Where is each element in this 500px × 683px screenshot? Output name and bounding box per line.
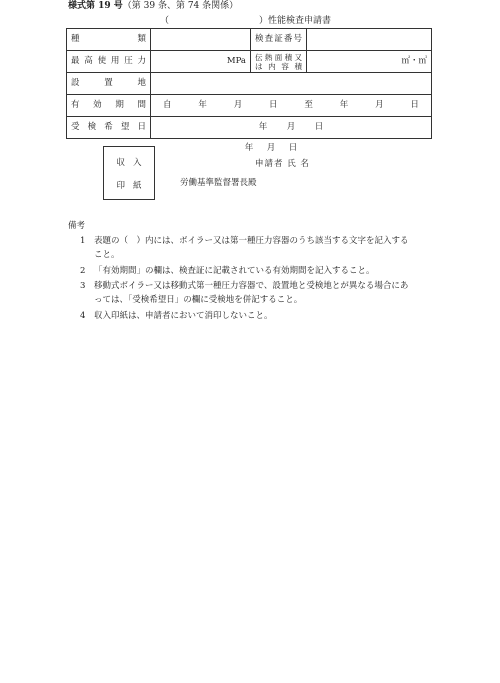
table-row-type bbox=[67, 29, 432, 51]
form-number bbox=[68, 0, 238, 12]
form-title-open: （ bbox=[160, 16, 170, 26]
desired-date-label-cell bbox=[67, 117, 151, 139]
heat-area-label-2: は内容積 bbox=[255, 61, 302, 71]
note-item bbox=[80, 279, 435, 307]
addressee: 労働基準監督署長殿 bbox=[180, 178, 257, 188]
note-number: 1 bbox=[80, 236, 86, 246]
desired-date-month: 月 bbox=[286, 122, 296, 132]
form-number-label: 様式第 19 号 bbox=[68, 1, 123, 11]
note-text: 収入印紙は、申請者において消印しないこと。 bbox=[94, 311, 273, 321]
validity-to-day: 日 bbox=[410, 100, 419, 110]
table-row-validity bbox=[67, 95, 432, 117]
validity-from-month: 月 bbox=[233, 100, 243, 110]
validity-to-month: 月 bbox=[375, 100, 384, 110]
validity-label: 有効期間 bbox=[71, 100, 146, 110]
table-row-desired-date bbox=[67, 117, 432, 139]
validity-from: 自 bbox=[163, 100, 172, 110]
note-text: 移動式ボイラー又は移動式第一種圧力容器で、設置地と受検地とが異なる場合にあ bbox=[94, 281, 409, 291]
stamp-label-2: 印紙 bbox=[116, 181, 150, 191]
notes-title: 備考 bbox=[68, 221, 86, 231]
desired-date-day: 日 bbox=[314, 122, 324, 132]
validity-field[interactable] bbox=[151, 95, 432, 117]
note-number: 3 bbox=[80, 281, 86, 291]
form-title-rest: ）性能検査申請書 bbox=[259, 16, 332, 26]
pressure-unit: MPa bbox=[226, 56, 246, 66]
note-text: 「有効期間」の欄は、検査証に記載されている有効期間を記入すること。 bbox=[94, 266, 375, 276]
note-text: 表題の（ ）内には、ボイラー又は第一種圧力容器のうち該当する文字を記入する bbox=[94, 236, 409, 246]
area-unit: ㎡・㎥ bbox=[401, 56, 427, 66]
location-label-cell bbox=[67, 73, 151, 95]
heat-area-label-cell bbox=[251, 51, 307, 73]
pressure-field[interactable] bbox=[151, 51, 251, 73]
signature-year: 年 bbox=[244, 143, 254, 153]
validity-to-year: 年 bbox=[339, 100, 349, 110]
form-title bbox=[160, 15, 331, 27]
type-label: 種類 bbox=[71, 34, 146, 44]
type-field[interactable] bbox=[151, 29, 251, 51]
location-field[interactable] bbox=[151, 73, 432, 95]
desired-date-field[interactable] bbox=[151, 117, 432, 139]
cert-no-label: 検査証番号 bbox=[255, 34, 302, 44]
stamp-label-1: 収入 bbox=[116, 158, 150, 168]
validity-from-year: 年 bbox=[198, 100, 207, 110]
applicant-name-label: 申請者 氏 名 bbox=[255, 159, 310, 169]
table-row-pressure bbox=[67, 51, 432, 73]
validity-from-day: 日 bbox=[269, 100, 278, 110]
table-row-location bbox=[67, 73, 432, 95]
note-item bbox=[80, 234, 435, 262]
cert-no-label-cell bbox=[251, 29, 307, 51]
note-number: 2 bbox=[80, 266, 86, 276]
desired-date-year: 年 bbox=[258, 122, 268, 132]
pressure-label-cell bbox=[67, 51, 151, 73]
note-number: 4 bbox=[80, 311, 86, 321]
application-table bbox=[66, 28, 432, 139]
max-pressure-label: 最高使用圧力 bbox=[71, 56, 146, 66]
heat-area-label-1: 伝熱面積又 bbox=[255, 52, 302, 62]
desired-date-label: 受検希望日 bbox=[71, 122, 146, 132]
heat-area-field[interactable] bbox=[307, 51, 432, 73]
signature-month: 月 bbox=[266, 143, 276, 153]
note-continuation: こと。 bbox=[94, 250, 120, 260]
signature-date bbox=[238, 141, 304, 153]
cert-no-field[interactable] bbox=[307, 29, 432, 51]
note-item bbox=[80, 309, 435, 323]
validity-label-cell bbox=[67, 95, 151, 117]
note-item bbox=[80, 264, 435, 278]
location-label: 設置地 bbox=[71, 78, 146, 88]
note-continuation: っては、「受検希望日」の欄に受検地を併記すること。 bbox=[94, 295, 303, 305]
validity-to: 至 bbox=[304, 100, 313, 110]
type-label-cell bbox=[67, 29, 151, 51]
revenue-stamp-box[interactable] bbox=[103, 146, 155, 200]
signature-day: 日 bbox=[288, 143, 298, 153]
form-reference: （第 39 条、第 74 条関係） bbox=[122, 1, 239, 11]
validity-period bbox=[155, 100, 427, 111]
